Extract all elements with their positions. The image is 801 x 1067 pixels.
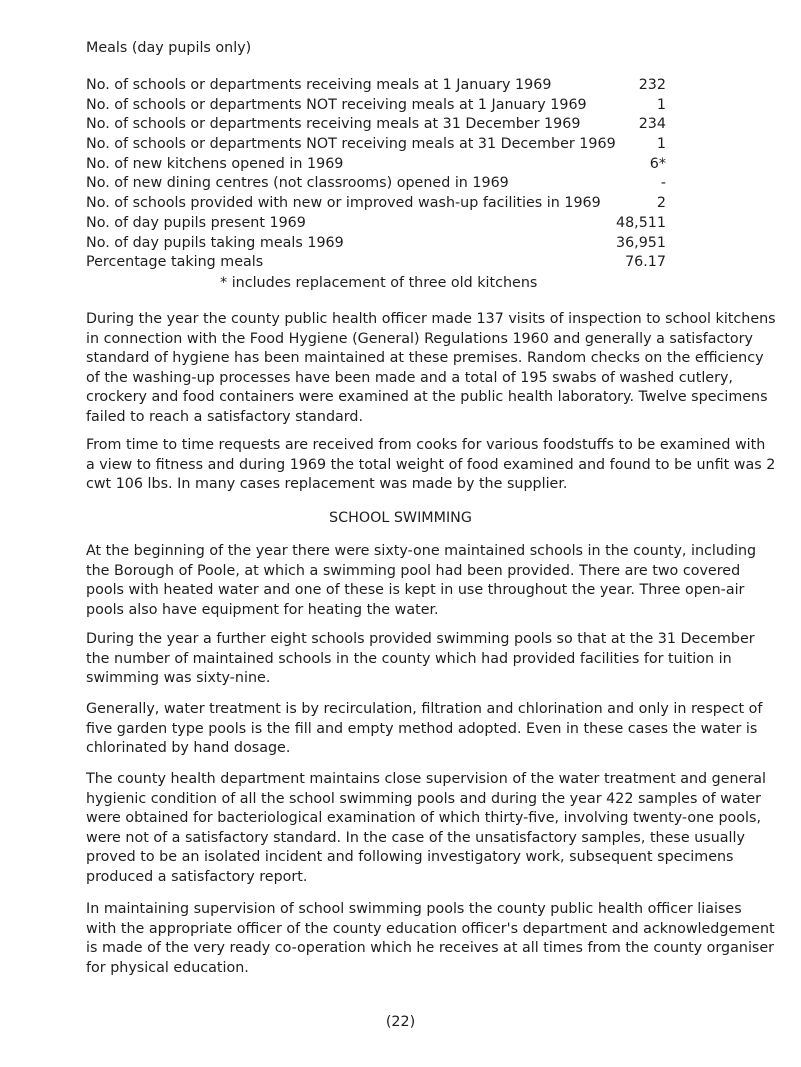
stats-value: 36,951 xyxy=(615,234,666,251)
paragraph-water-treatment: Generally, water treatment is by recirculation, filtration and chlorination and only in respect of five garden type pools is the fill and empty method adopted. Even in these cases the water is chlorinated by hand dosage. xyxy=(86,701,763,756)
stats-row xyxy=(86,174,666,194)
stats-label: Percentage taking meals xyxy=(86,254,264,271)
stats-value: 1 xyxy=(656,136,666,153)
stats-label: No. of schools or departments NOT receiving meals at 1 January 1969 xyxy=(86,96,587,113)
stats-value: - xyxy=(660,175,666,192)
page-number: (22) xyxy=(385,1014,416,1030)
paragraph-liaison: In maintaining supervision of school swimming pools the county public health officer liaises with the appropriate officer of the county education officer's department and acknowledgement is made of the very ready co-operation which he receives at all times from the county organiser for physical education. xyxy=(86,901,775,976)
stats-value: 48,511 xyxy=(615,214,666,231)
stats-row xyxy=(86,214,666,234)
stats-label: No. of new dining centres (not classrooms) opened in 1969 xyxy=(86,175,509,192)
stats-value: 232 xyxy=(638,77,666,93)
stats-value: 2 xyxy=(656,195,666,212)
paragraph-food-examination: From time to time requests are received from cooks for various foodstuffs to be examined with a view to fitness and during 1969 the total weight of food examined and found to be unfit was 2 cwt 106 lbs. In many cases replacement was made by the supplier. xyxy=(86,437,776,492)
stats-value: 76.17 xyxy=(625,254,666,271)
stats-value: 234 xyxy=(638,116,666,133)
paragraph-swimming-pools: At the beginning of the year there were sixty-one maintained schools in the county, including the Borough of Poole, at which a swimming pool had been provided. There are two covered pools with heated water and one of these is kept in use throughout the year. Three open-air pools also have equipment for heating the water. xyxy=(86,543,757,618)
paragraph-new-pools: During the year a further eight schools provided swimming pools so that at the 31 December the number of maintained schools in the county which had provided facilities for tuition in swimming was sixty-nine. xyxy=(86,631,755,686)
stats-label: No. of day pupils present 1969 xyxy=(86,214,306,231)
stats-row xyxy=(86,96,666,116)
stats-row xyxy=(86,234,666,254)
paragraph-kitchen-inspection: During the year the county public health officer made 137 visits of inspection to school kitchens in connection with the Food Hygiene (General) Regulations 1960 and generally a satisfactory standard of hygiene has been maintained at these premises. Random checks on the efficiency of the washing-up processes have been made and a total of 195 swabs of washed cutlery, crockery and food containers were examined at the public health laboratory. Twelve specimens failed to reach a satisfactory standard. xyxy=(86,311,776,425)
stats-row xyxy=(86,253,666,273)
stats-value: 6* xyxy=(649,155,666,172)
stats-row xyxy=(86,194,666,214)
stats-value: 1 xyxy=(656,96,666,113)
stats-row xyxy=(86,135,666,155)
stats-row xyxy=(86,76,666,96)
stats-label: No. of schools or departments receiving meals at 31 December 1969 xyxy=(86,116,581,133)
meals-stats-table xyxy=(86,76,666,273)
stats-row xyxy=(86,155,666,175)
footnote: * includes replacement of three old kitchens xyxy=(220,275,538,291)
stats-label: No. of schools provided with new or improved wash-up facilities in 1969 xyxy=(86,195,601,212)
stats-row xyxy=(86,115,666,135)
stats-label: No. of schools or departments NOT receiving meals at 31 December 1969 xyxy=(86,136,616,153)
section-title-swimming: SCHOOL SWIMMING xyxy=(329,510,472,526)
stats-label: No. of schools or departments receiving meals at 1 January 1969 xyxy=(86,77,552,93)
paragraph-supervision: The county health department maintains close supervision of the water treatment and general hygienic condition of all the school swimming pools and during the year 422 samples of water were obtained for bacteriological examination of which thirty-five, involving twenty-one pools, were not of a satisfactory standard. In the case of the unsatisfactory samples, these usually proved to be an isolated incident and following investigatory work, subsequent specimens produced a satisfactory report. xyxy=(86,771,767,885)
stats-label: No. of day pupils taking meals 1969 xyxy=(86,234,344,251)
stats-label: No. of new kitchens opened in 1969 xyxy=(86,155,344,172)
section-heading-meals: Meals (day pupils only) xyxy=(86,40,252,56)
